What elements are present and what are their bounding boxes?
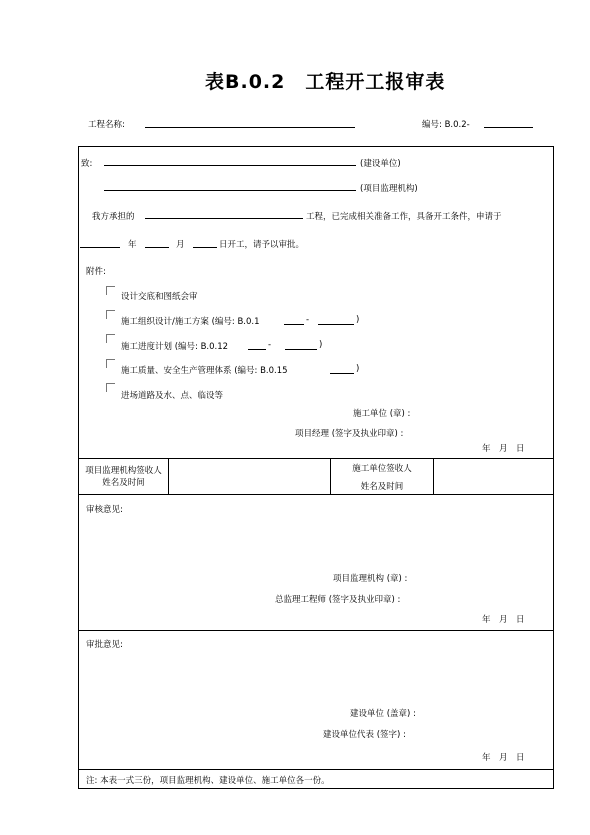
project-manager-label: 项目经理 (签字及执业印章) : <box>295 429 404 439</box>
recipient2-field[interactable] <box>104 190 356 191</box>
year-field[interactable] <box>80 247 120 248</box>
recipient2-label: (项目监理机构) <box>360 184 418 194</box>
review-org-label: 项目监理机构 (章) : <box>333 574 408 584</box>
divider <box>78 630 554 631</box>
supervisor-receipt-label-2: 姓名及时间 <box>102 478 145 488</box>
chief-engineer-label: 总监理工程师 (签字及执业印章) : <box>275 595 401 605</box>
month-label: 月 <box>176 240 185 250</box>
recipient1-field[interactable] <box>104 165 356 166</box>
attachment-item-4: 施工质量、安全生产管理体系 (编号: B.0.15 <box>121 366 288 376</box>
attachment-item-1: 设计交底和图纸会审 <box>121 292 198 302</box>
to-label: 致: <box>81 159 93 169</box>
attachment-checkbox-1[interactable] <box>106 286 115 295</box>
day-field[interactable] <box>193 247 217 248</box>
divider <box>78 494 554 495</box>
body-suffix: 工程，已完成相关准备工作，具备开工条件，申请于 <box>306 212 502 222</box>
page-title: 表B.0.2 工程开工报审表 <box>205 71 446 93</box>
attachment-3-close: ) <box>319 340 323 350</box>
attachment-item-2: 施工组织设计/施工方案 (编号: B.0.1 <box>121 317 260 327</box>
number-label: 编号: B.0.2- <box>422 120 470 130</box>
body-prefix: 我方承担的 <box>92 212 135 222</box>
contractor-receipt-label: 施工单位签收人 <box>352 464 412 474</box>
project-field[interactable] <box>145 218 303 219</box>
year-label: 年 <box>128 240 137 250</box>
project-name-label: 工程名称: <box>88 120 125 130</box>
approval-label: 审批意见: <box>86 640 123 650</box>
attachment-checkbox-3[interactable] <box>106 334 115 343</box>
approval-org-label: 建设单位 (盖章) : <box>350 709 416 719</box>
attachment-4-field[interactable] <box>330 373 354 374</box>
review-label: 审核意见: <box>86 505 123 515</box>
review-date: 年 月 日 <box>482 615 525 625</box>
attachments-label: 附件: <box>86 267 106 277</box>
owner-rep-label: 建设单位代表 (签字) : <box>323 730 406 740</box>
divider <box>433 458 434 494</box>
contractor-receipt-label-2: 姓名及时间 <box>360 482 404 492</box>
attachment-3-field-b[interactable] <box>285 349 317 350</box>
attachment-2-dash: - <box>306 315 310 325</box>
attachment-2-close: ) <box>356 315 360 325</box>
attachment-2-field-b[interactable] <box>318 324 354 325</box>
day-label: 日开工，请予以审批。 <box>219 240 305 250</box>
supervisor-receipt-label: 项目监理机构签收人 <box>85 466 162 476</box>
contractor-receipt-field[interactable] <box>435 460 552 492</box>
recipient1-label: (建设单位) <box>360 159 401 169</box>
attachment-4-close: ) <box>356 364 360 374</box>
project-name-field[interactable] <box>145 127 355 128</box>
attachment-checkbox-5[interactable] <box>106 383 115 392</box>
divider <box>78 769 554 770</box>
attachment-item-5: 进场道路及水、点、临设等 <box>121 391 224 401</box>
attachment-checkbox-2[interactable] <box>106 310 115 319</box>
attachment-item-3: 施工进度计划 (编号: B.0.12 <box>121 342 229 352</box>
attachment-3-dash: - <box>268 340 272 350</box>
divider <box>168 458 169 494</box>
contractor-unit-label: 施工单位 (章) : <box>353 409 411 419</box>
footnote: 注: 本表一式三份，项目监理机构、建设单位、施工单位各一份。 <box>86 776 330 786</box>
attachment-2-field-a[interactable] <box>284 324 304 325</box>
approval-date: 年 月 日 <box>482 753 525 763</box>
divider <box>78 458 554 459</box>
supervisor-receipt-field[interactable] <box>170 460 328 492</box>
number-field[interactable] <box>484 127 533 128</box>
month-field[interactable] <box>145 247 169 248</box>
attachment-checkbox-4[interactable] <box>106 359 115 368</box>
attachment-3-field-a[interactable] <box>248 349 266 350</box>
contractor-date: 年 月 日 <box>482 444 525 454</box>
